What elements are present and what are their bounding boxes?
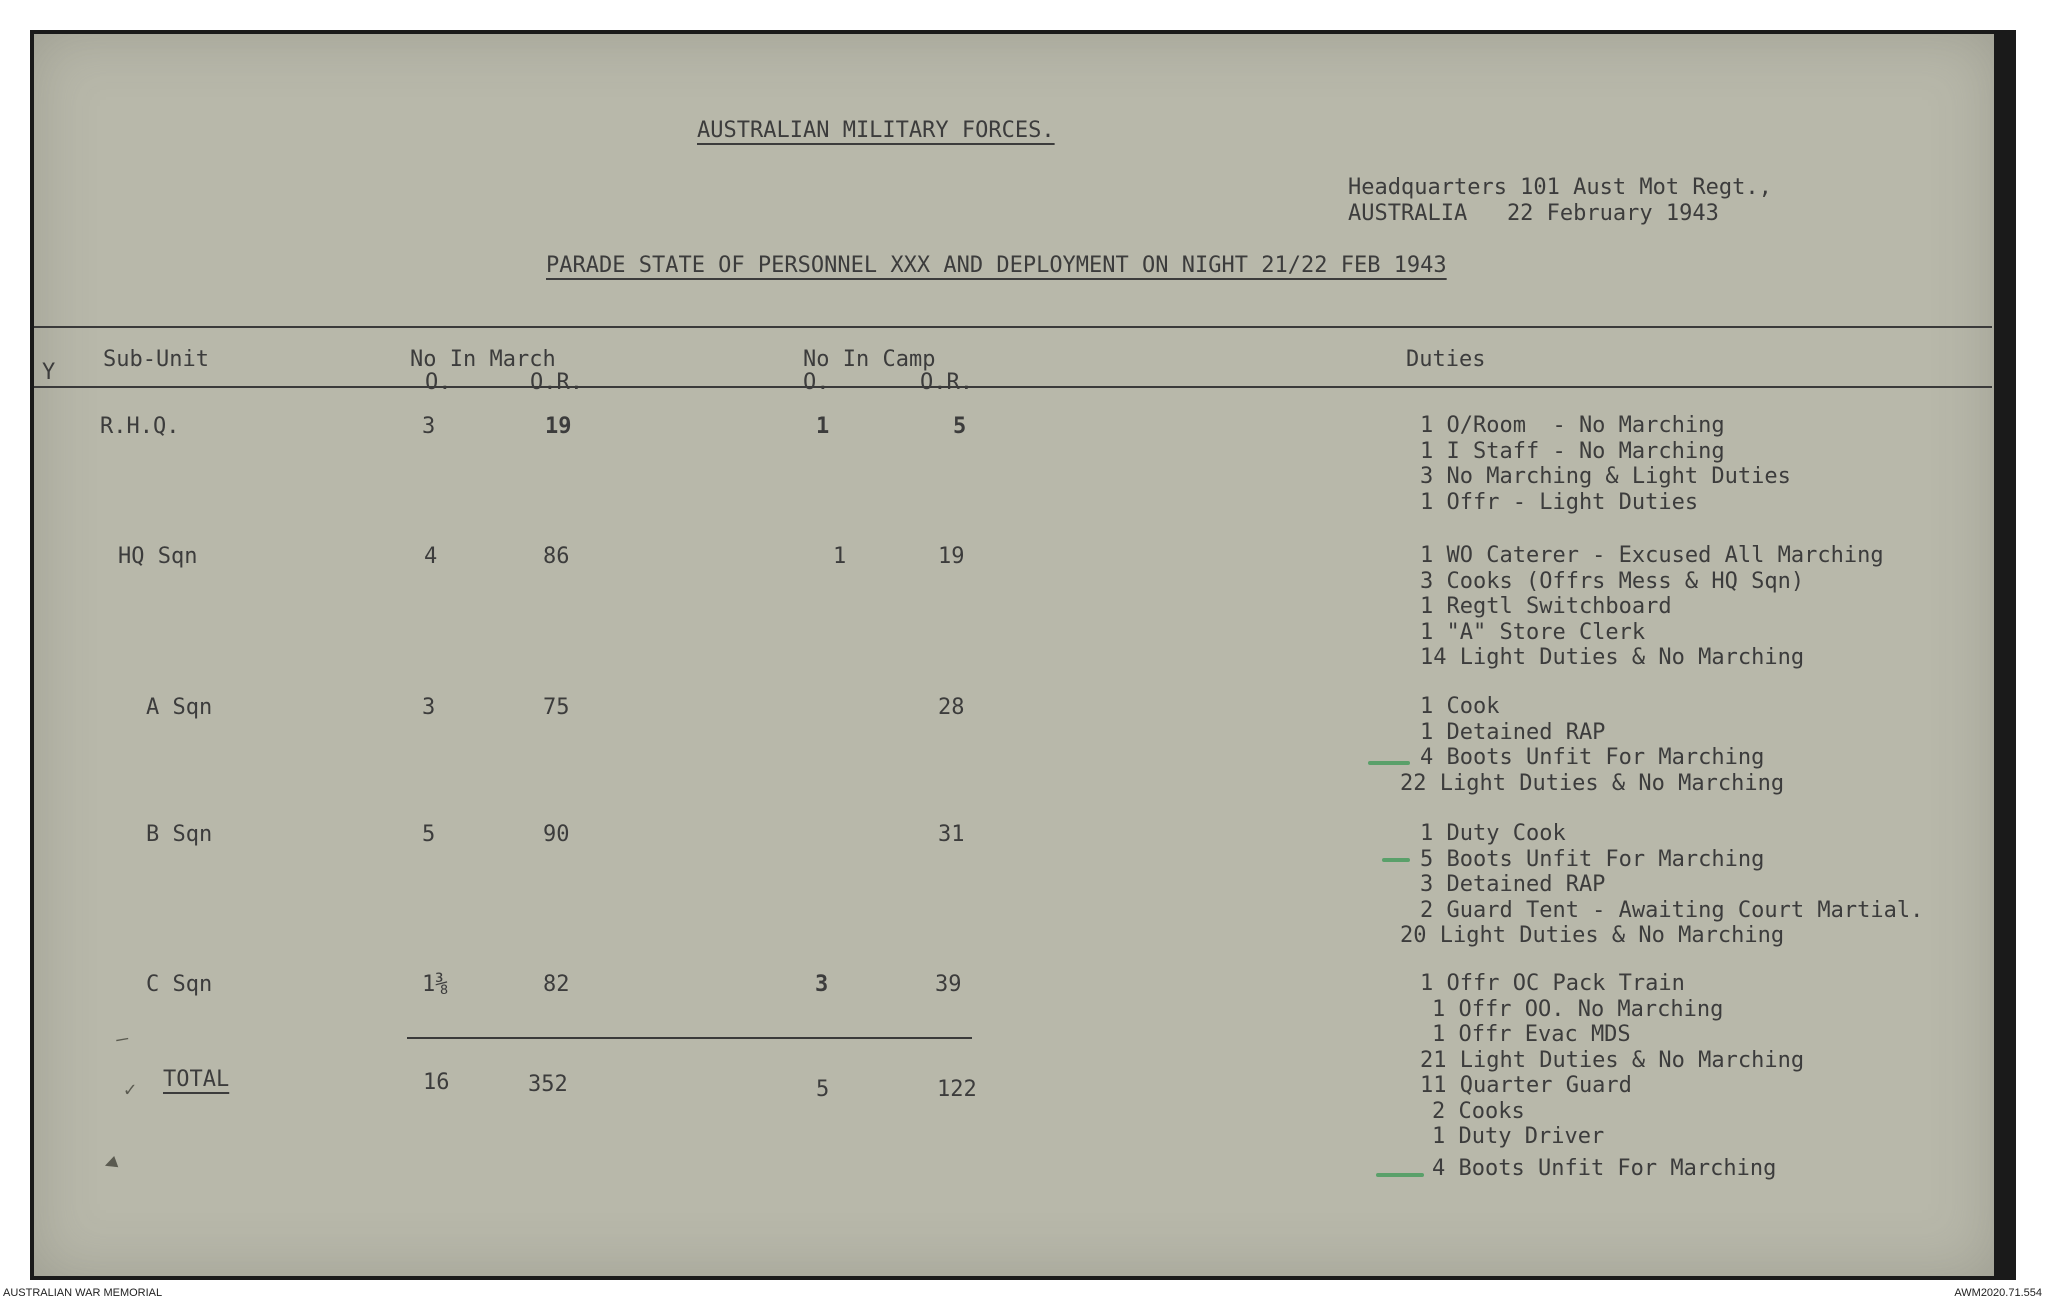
row-unit-rhq: R.H.Q.: [100, 414, 180, 439]
row-c-sqn-march-o: 1⅜: [422, 972, 449, 997]
duty-line: 1 WO Caterer - Excused All Marching: [1420, 543, 1884, 568]
margin-tick-mark: ◀: [100, 1148, 120, 1176]
duty-line: 4 Boots Unfit For Marching: [1432, 1155, 1777, 1181]
green-check-mark: [1382, 858, 1410, 862]
duty-line: 21 Light Duties & No Marching: [1420, 1047, 1805, 1073]
row-hq-sqn-march-or: 86: [543, 544, 570, 569]
duty-line: 1 O/Room - No Marching: [1420, 413, 1725, 438]
duty-line: 3 Detained RAP: [1420, 872, 1606, 897]
total-march-o: 16: [423, 1070, 450, 1095]
margin-tick-mark: —: [114, 1025, 131, 1051]
col-duties: Duties: [1406, 347, 1486, 372]
row-hq-sqn-camp-or: 19: [938, 544, 965, 569]
duty-line: 3 Cooks (Offrs Mess & HQ Sqn): [1420, 568, 1805, 594]
document-title: AUSTRALIAN MILITARY FORCES.: [697, 118, 1055, 143]
duty-line: 5 Boots Unfit For Marching: [1420, 846, 1765, 872]
duty-line: 4 Boots Unfit For Marching: [1420, 745, 1765, 770]
col-sub-unit: Sub-Unit: [103, 347, 209, 372]
document-subject: PARADE STATE OF PERSONNEL XXX AND DEPLOYMENT ON NIGHT 21/22 FEB 1943: [546, 253, 1447, 278]
col-in-camp-other-ranks: O.R.: [920, 370, 973, 395]
duty-line: 1 Duty Cook: [1420, 821, 1566, 846]
total-march-or: 352: [528, 1072, 568, 1097]
row-a-sqn-march-or: 75: [543, 695, 570, 720]
duty-line: 1 Duty Driver: [1432, 1124, 1605, 1149]
total-rule: [407, 1037, 972, 1039]
row-rhq-camp-o: 1: [816, 414, 830, 439]
row-hq-sqn-camp-o: 1: [833, 544, 847, 569]
hq-address-line-2: AUSTRALIA 22 February 1943: [1348, 201, 1719, 226]
col-in-march-other-ranks: O.R.: [530, 370, 583, 395]
duty-line: 2 Cooks: [1432, 1098, 1525, 1124]
duty-line: 1 Offr Evac MDS: [1432, 1022, 1631, 1047]
archive-credit: AUSTRALIAN WAR MEMORIAL: [3, 1287, 163, 1299]
duty-line: 1 Offr OC Pack Train: [1420, 971, 1685, 996]
row-c-sqn-duties: [1400, 971, 1804, 1181]
row-c-sqn-camp-o: 3: [815, 972, 829, 997]
green-check-mark: [1368, 761, 1410, 765]
duty-line: 3 No Marching & Light Duties: [1420, 464, 1791, 489]
archive-reference: AWM2020.71.554: [1954, 1287, 2042, 1299]
row-unit-c-sqn: C Sqn: [146, 972, 213, 997]
duty-line: 11 Quarter Guard: [1420, 1073, 1632, 1098]
duty-line: 14 Light Duties & No Marching: [1420, 645, 1805, 670]
total-camp-or: 122: [937, 1077, 977, 1102]
duty-line: 1 Regtl Switchboard: [1420, 594, 1672, 619]
row-b-sqn-march-or: 90: [543, 822, 570, 847]
table-header-rule: [34, 386, 1992, 388]
total-camp-o: 5: [816, 1077, 830, 1102]
hq-address-line-1: Headquarters 101 Aust Mot Regt.,: [1348, 175, 1772, 200]
duty-line: 1 I Staff - No Marching: [1420, 438, 1725, 464]
row-rhq-march-o: 3: [422, 414, 436, 439]
col-in-camp: No In Camp: [803, 347, 936, 372]
row-rhq-duties: [1400, 413, 1791, 515]
duty-line: 20 Light Duties & No Marching: [1400, 923, 1785, 948]
row-hq-sqn-duties: [1400, 543, 1884, 671]
row-a-sqn-march-o: 3: [422, 695, 436, 720]
duty-line: 1 Offr - Light Duties: [1420, 489, 1699, 515]
row-a-sqn-camp-or: 28: [938, 695, 965, 720]
green-check-mark: [1376, 1173, 1424, 1177]
row-rhq-march-or: 19: [545, 414, 572, 439]
row-c-sqn-march-or: 82: [543, 972, 570, 997]
duty-line: 1 "A" Store Clerk: [1420, 619, 1646, 645]
margin-mark: Y: [42, 360, 56, 385]
duty-line: 22 Light Duties & No Marching: [1400, 770, 1785, 796]
total-label: TOTAL: [163, 1067, 230, 1092]
row-hq-sqn-march-o: 4: [424, 544, 438, 569]
margin-tick-mark: ✓: [124, 1077, 137, 1101]
table-top-rule: [34, 326, 1992, 328]
row-c-sqn-camp-or: 39: [935, 972, 962, 997]
row-unit-hq-sqn: HQ Sqn: [118, 544, 198, 569]
col-in-camp-officers: O.: [803, 370, 830, 395]
col-in-march: No In March: [410, 347, 556, 372]
row-rhq-camp-or: 5: [953, 414, 967, 439]
duty-line: 1 Offr OO. No Marching: [1432, 996, 1724, 1022]
row-b-sqn-march-o: 5: [422, 822, 436, 847]
row-a-sqn-duties: [1400, 694, 1784, 796]
row-b-sqn-duties: [1400, 821, 1923, 949]
row-b-sqn-camp-or: 31: [938, 822, 965, 847]
duty-line: 1 Detained RAP: [1420, 719, 1606, 745]
duty-line: 1 Cook: [1420, 694, 1500, 719]
duty-line: 2 Guard Tent - Awaiting Court Martial.: [1420, 897, 1924, 923]
row-unit-b-sqn: B Sqn: [146, 822, 213, 847]
row-unit-a-sqn: A Sqn: [146, 695, 213, 720]
col-in-march-officers: O.: [425, 370, 452, 395]
